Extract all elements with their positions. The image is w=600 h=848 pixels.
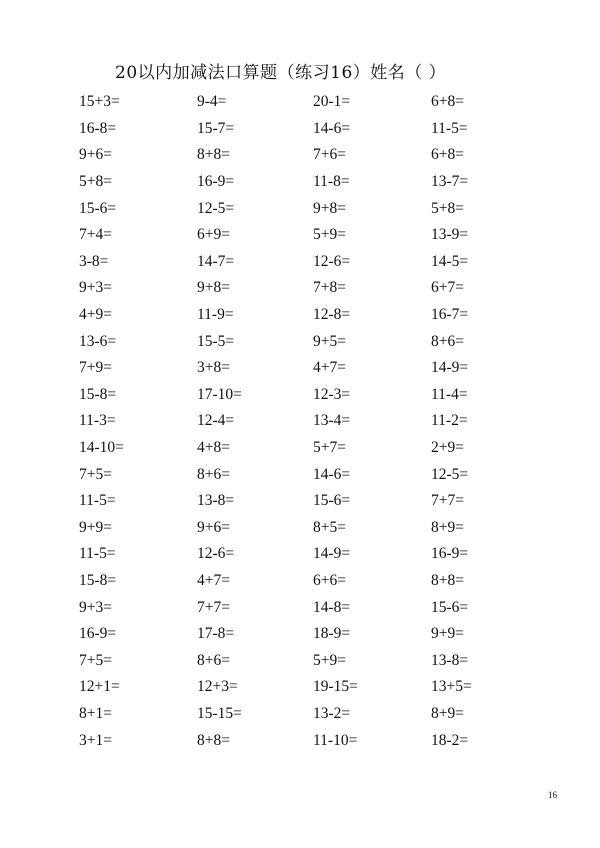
math-problem: 13-7= [431,173,469,191]
math-problem: 13-8= [197,492,235,510]
math-problem: 14-9= [431,359,469,377]
math-problem: 8+8= [197,146,230,164]
problem-row [79,169,579,196]
math-problem: 7+4= [79,226,112,244]
problem-row [79,408,579,435]
math-problem: 3-8= [79,252,109,270]
problem-row [79,116,579,143]
problem-row [79,461,579,488]
math-problem: 9+6= [79,146,112,164]
math-problem: 12-3= [313,385,351,403]
math-problem: 18-9= [313,625,351,643]
math-problem: 3+8= [197,359,230,377]
page-number: 16 [548,790,557,800]
math-problem: 7+8= [313,279,346,297]
math-problem: 9+5= [313,332,346,350]
problem-row [79,382,579,409]
math-problem: 16-9= [431,545,469,563]
math-problem: 12-6= [313,252,351,270]
problem-row [79,727,579,754]
problem-row [79,302,579,329]
math-problem: 13-8= [431,651,469,669]
problem-row [79,701,579,728]
math-problem: 16-9= [79,625,117,643]
math-problem: 17-10= [197,385,242,403]
math-problem: 15+3= [79,93,120,111]
math-problem: 12-4= [197,412,235,430]
problem-row [79,222,579,249]
problem-row [79,328,579,355]
math-problem: 7+7= [431,492,464,510]
math-problem: 12-8= [313,306,351,324]
math-problem: 15-6= [79,199,117,217]
math-problem: 13-4= [313,412,351,430]
math-problem: 3+1= [79,731,112,749]
math-problem: 7+5= [79,651,112,669]
problem-row [79,195,579,222]
math-problem: 6+8= [431,146,464,164]
math-problem: 15-8= [79,385,117,403]
math-problem: 8+6= [197,465,230,483]
math-problem: 15-6= [431,598,469,616]
math-problem: 15-8= [79,571,117,589]
math-problem: 6+9= [197,226,230,244]
math-problem: 11-2= [431,412,468,430]
math-problem: 2+9= [431,439,464,457]
problem-row [79,435,579,462]
math-problem: 7+5= [79,465,112,483]
math-problem: 13-9= [431,226,469,244]
math-problem: 16-7= [431,306,469,324]
math-problem: 9+3= [79,598,112,616]
math-problem: 14-9= [313,545,351,563]
math-problem: 4+7= [313,359,346,377]
problem-row [79,568,579,595]
math-problem: 16-8= [79,119,117,137]
math-problem: 11-3= [79,412,116,430]
problem-row [79,142,579,169]
problem-row [79,89,579,116]
math-problem: 17-8= [197,625,235,643]
math-problem: 5+7= [313,439,346,457]
math-problem: 13-2= [313,704,351,722]
math-problem: 14-8= [313,598,351,616]
math-problem: 11-9= [197,306,234,324]
math-problem: 12-6= [197,545,235,563]
math-problem: 7+6= [313,146,346,164]
math-problem: 9+8= [313,199,346,217]
math-problem: 11-5= [431,119,468,137]
math-problem: 12+3= [197,678,238,696]
math-problem: 4+7= [197,571,230,589]
math-problem: 8+5= [313,518,346,536]
math-problem: 8+6= [431,332,464,350]
math-problem: 14-6= [313,465,351,483]
math-problem: 8+8= [197,731,230,749]
problem-row [79,515,579,542]
math-problem: 12-5= [197,199,235,217]
problem-row [79,355,579,382]
math-problem: 5+9= [313,651,346,669]
math-problem: 5+8= [79,173,112,191]
math-problem: 14-7= [197,252,235,270]
math-problem: 16-9= [197,173,235,191]
math-problem: 7+7= [197,598,230,616]
math-problem: 20-1= [313,93,351,111]
math-problem: 12-5= [431,465,469,483]
math-problem: 6+8= [431,93,464,111]
math-problem: 5+8= [431,199,464,217]
math-problem: 11-5= [79,492,116,510]
math-problem: 5+9= [313,226,346,244]
problem-row [79,621,579,648]
math-problem: 4+9= [79,306,112,324]
math-problem: 12+1= [79,678,120,696]
math-problem: 15-5= [197,332,235,350]
math-problem: 9+9= [79,518,112,536]
math-problem: 9+6= [197,518,230,536]
math-problem: 11-10= [313,731,358,749]
math-problem: 8+9= [431,518,464,536]
math-problem: 11-5= [79,545,116,563]
math-problem: 7+9= [79,359,112,377]
math-problem: 15-7= [197,119,235,137]
math-problem: 4+8= [197,439,230,457]
problem-row [79,488,579,515]
problem-row [79,647,579,674]
math-problem: 9+9= [431,625,464,643]
math-problem: 8+6= [197,651,230,669]
math-problem: 6+7= [431,279,464,297]
math-problem: 14-6= [313,119,351,137]
problem-row [79,594,579,621]
math-problem: 9+3= [79,279,112,297]
worksheet-title: 20以内加减法口算题（练习16）姓名（ ） [115,63,447,83]
math-problem: 8+8= [431,571,464,589]
math-problem: 15-6= [313,492,351,510]
math-problem: 14-5= [431,252,469,270]
problem-grid [79,89,579,754]
problem-row [79,674,579,701]
problem-row [79,541,579,568]
math-problem: 11-4= [431,385,468,403]
math-problem: 8+1= [79,704,112,722]
math-problem: 13-6= [79,332,117,350]
math-problem: 18-2= [431,731,469,749]
math-problem: 13+5= [431,678,472,696]
problem-row [79,249,579,276]
problem-row [79,275,579,302]
math-problem: 19-15= [313,678,358,696]
math-problem: 15-15= [197,704,242,722]
math-problem: 8+9= [431,704,464,722]
math-problem: 9+8= [197,279,230,297]
math-problem: 14-10= [79,439,124,457]
math-problem: 11-8= [313,173,350,191]
math-problem: 9-4= [197,93,227,111]
math-problem: 6+6= [313,571,346,589]
